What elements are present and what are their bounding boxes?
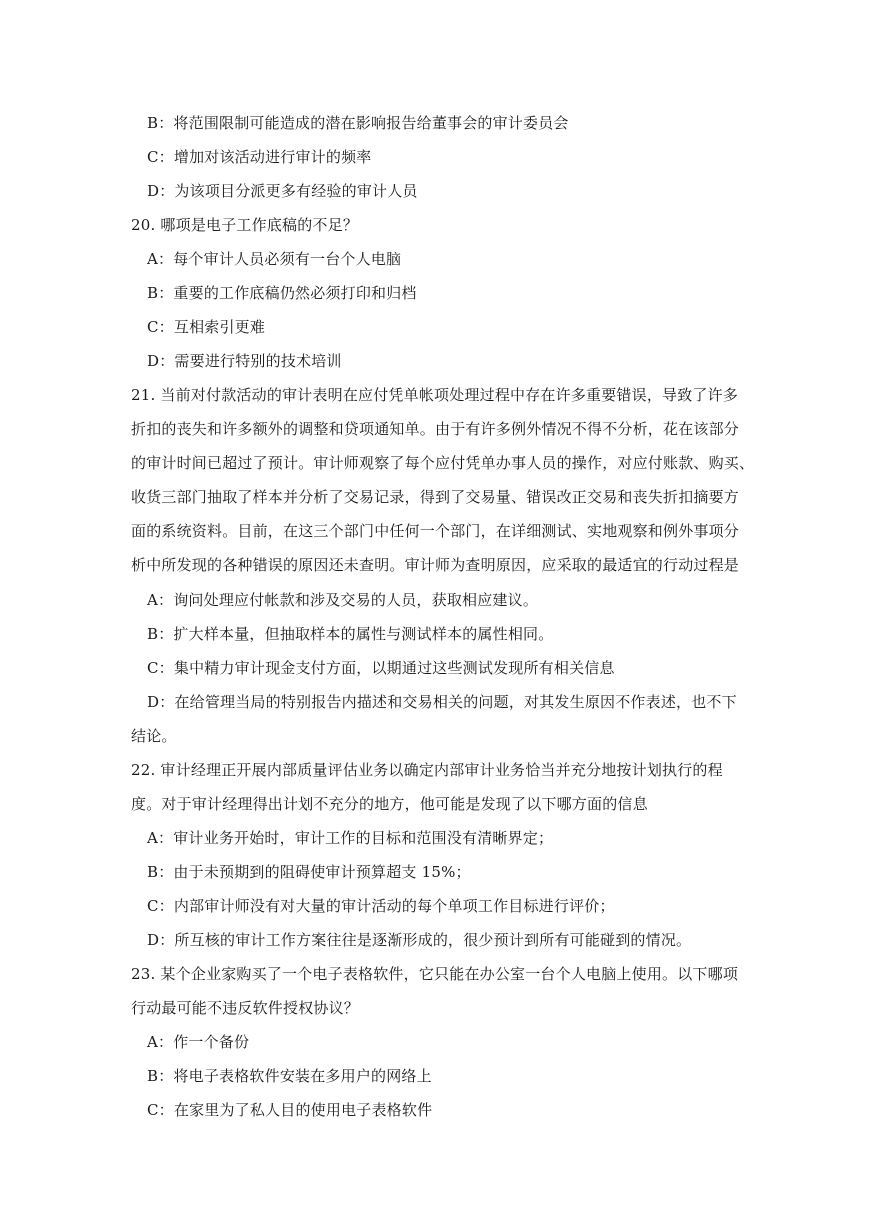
- question-21-line-4: 收货三部门抽取了样本并分析了交易记录，得到了交易量、错误改正交易和丧失折扣摘要方: [131, 488, 740, 506]
- option-c-text: C：增加对该活动进行审计的频率: [147, 148, 372, 166]
- question-22-line-2: 度。对于审计经理得出计划不充分的地方，他可能是发现了以下哪方面的信息: [131, 795, 648, 813]
- question-21-line-6: 析中所发现的各种错误的原因还未查明。审计师为查明原因，应采取的最适宜的行动过程是: [131, 556, 740, 574]
- option-a-text: A：每个审计人员必须有一台个人电脑: [147, 250, 402, 268]
- question-23-line-1: 23. 某个企业家购买了一个电子表格软件，它只能在办公室一台个人电脑上使用。以下哪项: [131, 965, 739, 983]
- option-b-text: B：扩大样本量，但抽取样本的属性与测试样本的属性相同。: [147, 625, 554, 643]
- question-21-line-1: 21. 当前对付款活动的审计表明在应付凭单帐项处理过程中存在许多重要错误，导致了许多: [131, 386, 739, 404]
- option-b-text: B：将范围限制可能造成的潜在影响报告给董事会的审计委员会: [147, 114, 569, 132]
- question-21-line-5: 面的系统资料。目前，在这三个部门中任何一个部门，在详细测试、实地观察和例外事项分: [131, 522, 740, 540]
- option-b-text: B：重要的工作底稿仍然必须打印和归档: [147, 284, 417, 302]
- option-d-text: D：需要进行特别的技术培训: [147, 352, 342, 370]
- question-21-line-3: 的审计时间已超过了预计。审计师观察了每个应付凭单办事人员的操作，对应付账款、购买、: [131, 454, 755, 472]
- option-a-text: A：审计业务开始时，审计工作的目标和范围没有清晰界定；: [147, 829, 554, 847]
- option-c-text: C：内部审计师没有对大量的审计活动的每个单项工作目标进行评价；: [147, 897, 615, 915]
- option-d-text: D：为该项目分派更多有经验的审计人员: [147, 182, 418, 200]
- option-c-text: C：互相索引更难: [147, 318, 266, 336]
- question-20: 20. 哪项是电子工作底稿的不足？: [131, 216, 359, 234]
- question-21-line-2: 折扣的丧失和许多额外的调整和贷项通知单。由于有许多例外情况不得不分析，花在该部分: [131, 420, 740, 438]
- option-c-text: C：集中精力审计现金支付方面，以期通过这些测试发现所有相关信息: [147, 659, 615, 677]
- question-23-line-2: 行动最可能不违反软件授权协议？: [131, 999, 360, 1017]
- option-b-text: B：由于未预期到的阻碍使审计预算超支 15%；: [147, 863, 471, 881]
- option-d-text: D：所互核的审计工作方案往往是逐渐形成的，很少预计到所有可能碰到的情况。: [147, 931, 692, 949]
- option-a-text: A：询问处理应付帐款和涉及交易的人员，获取相应建议。: [147, 591, 539, 609]
- option-d-continuation: 结论。: [131, 727, 177, 745]
- option-b-text: B：将电子表格软件安装在多用户的网络上: [147, 1067, 432, 1085]
- question-22-line-1: 22. 审计经理正开展内部质量评估业务以确定内部审计业务恰当并充分地按计划执行的程: [131, 761, 723, 779]
- option-d-text: D：在给管理当局的特别报告内描述和交易相关的问题，对其发生原因不作表述，也不下: [147, 693, 737, 711]
- option-a-text: A：作一个备份: [147, 1033, 250, 1051]
- option-c-text: C：在家里为了私人目的使用电子表格软件: [147, 1101, 433, 1119]
